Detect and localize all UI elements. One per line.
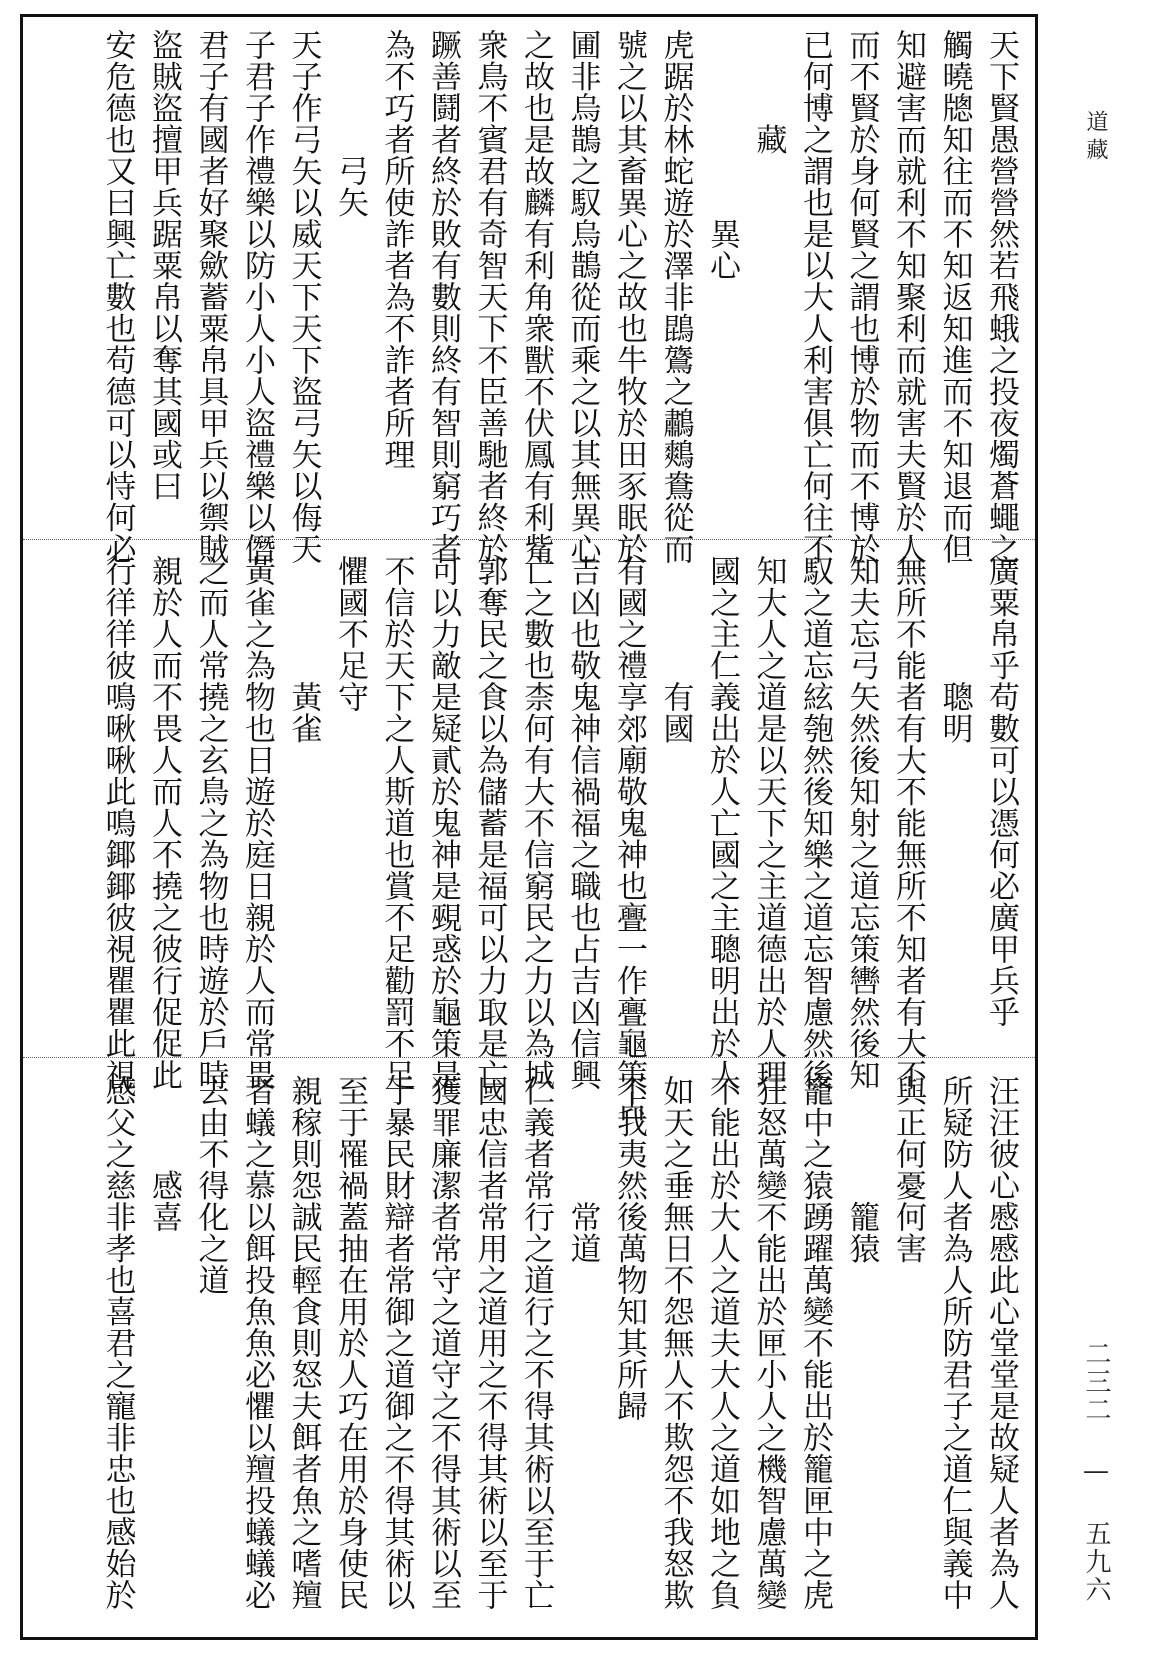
text-column: 廣粟帛乎苟數可以憑何必廣甲兵乎 xyxy=(983,555,1019,1028)
text-column: 于暴民財辯者常御之道御之不得其術以 xyxy=(378,1075,415,1611)
text-column: 聰明 xyxy=(936,555,973,744)
text-column: 郭奪民之食以為儲蓄是福可以力取是亡 xyxy=(471,555,508,1091)
text-column: 不能出於大人之道夫大人之道如地之負 xyxy=(704,1075,740,1611)
text-column: 親稼則怨誠民輕食則怒夫餌者魚之嗜羶 xyxy=(285,1075,322,1611)
text-column: 籠中之猿踴躍萬變不能出於籠匣中之虎 xyxy=(797,1075,833,1611)
text-column: 感喜 xyxy=(146,1075,182,1233)
text-column: 國之主仁義出於人亡國之主聰明出於人 xyxy=(704,555,740,1091)
text-column: 盜賊盜擅甲兵踞粟帛以奪其國或曰 xyxy=(146,29,182,502)
text-column: 吉凶也敬鬼神信禍福之職也占吉凶信興 xyxy=(564,555,601,1091)
text-column: 知避害而就利不知聚利而就害夫賢於人 xyxy=(890,29,926,565)
text-column: 行徉徉彼鳴啾啾此鳴鎁鎁彼視瞿瞿此視 xyxy=(99,555,136,1091)
text-column: 者蟻之慕以餌投魚魚必懼以羶投蟻蟻必 xyxy=(239,1075,275,1611)
text-block-bottom xyxy=(23,1063,1035,1633)
text-column: 可以力敵是疑貳於鬼神是覡惑於龜策是 xyxy=(425,555,461,1091)
text-column: 觸曉牕知往而不知返知進而不知退而但 xyxy=(936,29,973,565)
text-column: 去由不得化之道 xyxy=(192,1075,229,1296)
text-column: 親於人而不畏人而人不撓之彼行促促此 xyxy=(146,555,182,1091)
text-column: 君子有國者好聚歛蓄粟帛具甲兵以禦賊 xyxy=(192,29,229,565)
text-column: 圃非烏鵲之馭烏鵲從而乘之以其無異心 xyxy=(564,29,601,565)
text-column: 知夫忘弓矢然後知射之道忘策轡然後知 xyxy=(843,555,880,1091)
text-column: 號之以其畜異心之故也牛牧於田豕眠於 xyxy=(611,29,647,565)
block-divider xyxy=(23,1057,1035,1058)
text-column: 已何博之謂也是以大人利害俱亡何往不 xyxy=(797,29,833,565)
text-column: 亡之數也柰何有大不信窮民之力以為城 xyxy=(518,555,554,1091)
text-column: 如天之垂無日不怨無人不欺怨不我怒欺 xyxy=(657,1075,694,1611)
text-column: 與正何憂何害 xyxy=(890,1075,926,1264)
text-column: 蹶善鬪者終於敗有數則終有智則窮巧者 xyxy=(425,29,461,565)
text-column: 馭之道忘絃匏然後知樂之道忘智慮然後 xyxy=(797,555,833,1091)
book-title: 道藏 xyxy=(1083,110,1108,166)
text-column: 有國 xyxy=(657,555,694,744)
text-column: 安危德也又曰興亡數也苟德可以恃何必 xyxy=(99,29,136,565)
block-divider xyxy=(23,539,1035,540)
page-frame xyxy=(20,14,1038,1640)
text-column: 感父之慈非孝也喜君之寵非忠也感始於 xyxy=(99,1075,136,1611)
text-column: 獲罪廉潔者常守之道守之不得其術以至 xyxy=(425,1075,461,1611)
text-column: 籠猿 xyxy=(843,1075,880,1264)
text-column: 仁義者常行之道行之不得其術以至于亡 xyxy=(518,1075,554,1611)
text-column: 黃雀 xyxy=(285,555,322,744)
text-column: 常道 xyxy=(564,1075,601,1264)
text-column: 有國之禮享郊廟敬鬼神也亹一作亹龜策占 xyxy=(611,555,647,1122)
text-column: 汪汪彼心慼慼此心堂堂是故疑人者為人 xyxy=(983,1075,1019,1611)
text-column: 之而人常撓之玄鳥之為物也時遊於戶時 xyxy=(192,555,229,1091)
text-column: 藏 xyxy=(750,29,787,155)
text-column: 無所不能者有大不能無所不知者有大不 xyxy=(890,555,926,1091)
text-column: 而不賢於身何賢之謂也博於物而不博於 xyxy=(843,29,880,565)
page-number: 二三二 — 五九六 xyxy=(1081,1340,1111,1604)
text-column: 虎踞於林蛇遊於澤非鵾鷟之鷫鷞鴦從而 xyxy=(657,29,694,565)
text-column: 衆鳥不賓君有奇智天下不臣善馳者終於 xyxy=(471,29,508,565)
text-column: 不我夷然後萬物知其所歸 xyxy=(611,1075,647,1422)
text-column: 國忠信者常用之道用之不得其術以至于 xyxy=(471,1075,508,1611)
text-column: 黃雀之為物也日遊於庭日親於人而常畏 xyxy=(239,555,275,1091)
text-column: 懼國不足守 xyxy=(332,555,368,713)
text-column: 子君子作禮樂以防小人小人盜禮樂以僭 xyxy=(239,29,275,565)
text-column: 弓矢 xyxy=(332,29,368,218)
text-column: 天子作弓矢以威天下天下盜弓矢以侮天 xyxy=(285,29,322,565)
text-column: 之故也是故麟有利角衆獸不伏鳳有利觜 xyxy=(518,29,554,565)
text-block-top xyxy=(23,17,1035,565)
text-column: 異心 xyxy=(704,29,740,281)
text-block-middle xyxy=(23,543,1035,1122)
text-column: 所疑防人者為人所防君子之道仁與義中 xyxy=(936,1075,973,1611)
text-column: 為不巧者所使詐者為不詐者所理 xyxy=(378,29,415,470)
text-column: 知大人之道是以天下之主道德出於人理 xyxy=(750,555,787,1091)
text-column: 狂怒萬變不能出於匣小人之機智慮萬變 xyxy=(750,1075,787,1611)
text-column: 天下賢愚營營然若飛蛾之投夜燭蒼蠅之 xyxy=(983,29,1019,565)
text-column: 不信於天下之人斯道也賞不足勸罰不足 xyxy=(378,555,415,1091)
text-column: 至于罹禍蓋抽在用於人巧在用於身使民 xyxy=(332,1075,368,1611)
